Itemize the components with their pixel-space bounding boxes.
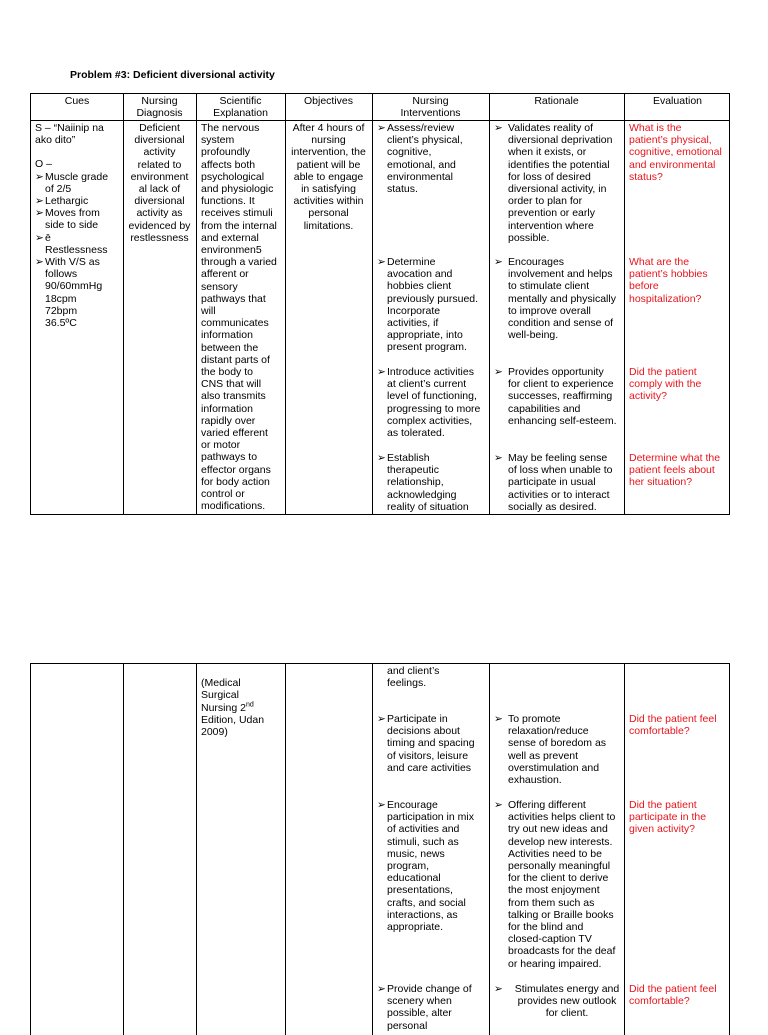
- evaluation-item: Did the patient feel comfortable?: [629, 713, 717, 738]
- evaluation-item: Determine what the patient feels about her situation?: [629, 452, 721, 489]
- intervention-continuation: and client’s feelings.: [387, 665, 440, 690]
- evaluation-item: What are the patient’s hobbies before hospitalization?: [629, 256, 708, 305]
- nursing-diagnosis: Deficient diversional activity related to environment al lack of diversional activity as evidenced by restlessness: [128, 122, 191, 244]
- evaluation-item: Did the patient feel comfortable?: [629, 983, 717, 1008]
- header-interventions: Nursing Interventions: [400, 95, 461, 120]
- header-diagnosis: Nursing Diagnosis: [136, 95, 183, 120]
- header-objectives: Objectives: [303, 95, 354, 107]
- scientific-reference: [201, 665, 264, 738]
- evaluation-item: Did the patient participate in the given activity?: [629, 799, 707, 836]
- objectives: After 4 hours of nursing intervention, the patient will be able to engage in satisfying activities within personal limitations.: [291, 122, 366, 232]
- cues-objective-label: O –: [35, 158, 52, 170]
- reference-text: (Medical Surgical Nursing 2nd Edition, Udan 2009): [201, 677, 265, 739]
- evaluation-item: Did the patient comply with the activity?: [629, 366, 702, 403]
- header-cues: Cues: [64, 95, 90, 107]
- care-plan-table-2: (Medical Surgical Nursing 2nd Edition, Udan 2009) and client’s feelings. ➢ Participate in decisions about timing and spacing of visitors, leisure and care activities ➢ Encourage participation in mix of activities and stimuli, such as music, news program, educational presentations, crafts, and social interactions, as appropriate. ➢ Provide change of scenery when possible, alter personal ➢ To promote relaxation/reduce sense of boredom as well as prevent overstimulation and exhaustion. ➢ Offering different activities helps client to try out new ideas and develop new interests. Activities need to be personally meaningful for the client to derive the most enjoyment from them such as talking or Braille books for the blind and closed-caption TV broadcasts for the deaf or hearing impaired. ➢ Stimulates energy and provides new outlook for client. Did the patient feel comfortable? Did the patient participate in the given activity? Did the patient feel comfortable?: [30, 663, 730, 1035]
- scientific-explanation: The nervous system profoundly affects both psychological and physiologic functions. It receives stimuli from the internal and external environmen5 through a varied afferent or sensory pathways that will communicates information between the distant parts of the body to CNS that will also transmits information rapidly over varied efferent or motor pathways to effector organs for body action control or modifications.: [201, 122, 277, 513]
- header-scientific: Scientific Explanation: [213, 95, 268, 120]
- care-plan-table-1: Cues Nursing Diagnosis Scientific Explanation Objectives Nursing Interventions Rationale Evaluation S – “Naiinip na ako dito” O – ➢ Muscle grade of 2/5 ➢ Lethargic ➢ Moves from side to side ➢ ē Restlessness ➢ With V/S as follows 90/60mmHg 18cpm 72bpm 36.5ºC Deficient diversional activity related to environment al lack of diversional activity as evidenced by restlessness The nervous system profoundly affects both psychological and physiologic functions. It receives stimuli from the internal and external environmen5 through a varied afferent or sensory pathways that will communicates information between the distant parts of the body to CNS that will also transmits information rapidly over varied efferent or motor pathways to effector organs for body action control or modifications. After 4 hours of nursing intervention, the patient will be able to engage in satisfying activities within personal limitations. ➢ Assess/review client’s physical, cognitive, emotional, and environmental status. ➢ Determine avocation and hobbies client previously pursued. Incorporate activities, if appropriate, into present program. ➢ Introduce activities at client’s current level of functioning, progressing to more complex activities, as tolerated. ➢ Establish therapeutic relationship, acknowledging reality of situation ➢ Validates reality of diversional deprivation when it exists, or identifies the potential for loss of desired diversional activity, in order to plan for prevention or early intervention where possible. ➢ Encourages involvement and helps to stimulate client mentally and physically to improve overall condition and sense of well-being. ➢ Provides opportunity for client to experience successes, reaffirming capabilities and enhancing self-esteem. ➢ May be feeling sense of loss when unable to participate in usual activities or to interact socially as desired. What is the patient’s physical, cognitive, emotional and environmental status? What are the patient’s hobbies before hospitalization? Did the patient comply with the activity? Determine what the patient feels about her situation?: [30, 93, 730, 515]
- page-title: Problem #3: Deficient diversional activity: [70, 69, 275, 81]
- cues-subjective: S – “Naiinip na ako dito”: [35, 122, 104, 147]
- header-evaluation: Evaluation: [652, 95, 703, 107]
- evaluation-item: What is the patient’s physical, cognitive, emotional and environmental status?: [629, 122, 722, 183]
- header-rationale: Rationale: [534, 95, 579, 107]
